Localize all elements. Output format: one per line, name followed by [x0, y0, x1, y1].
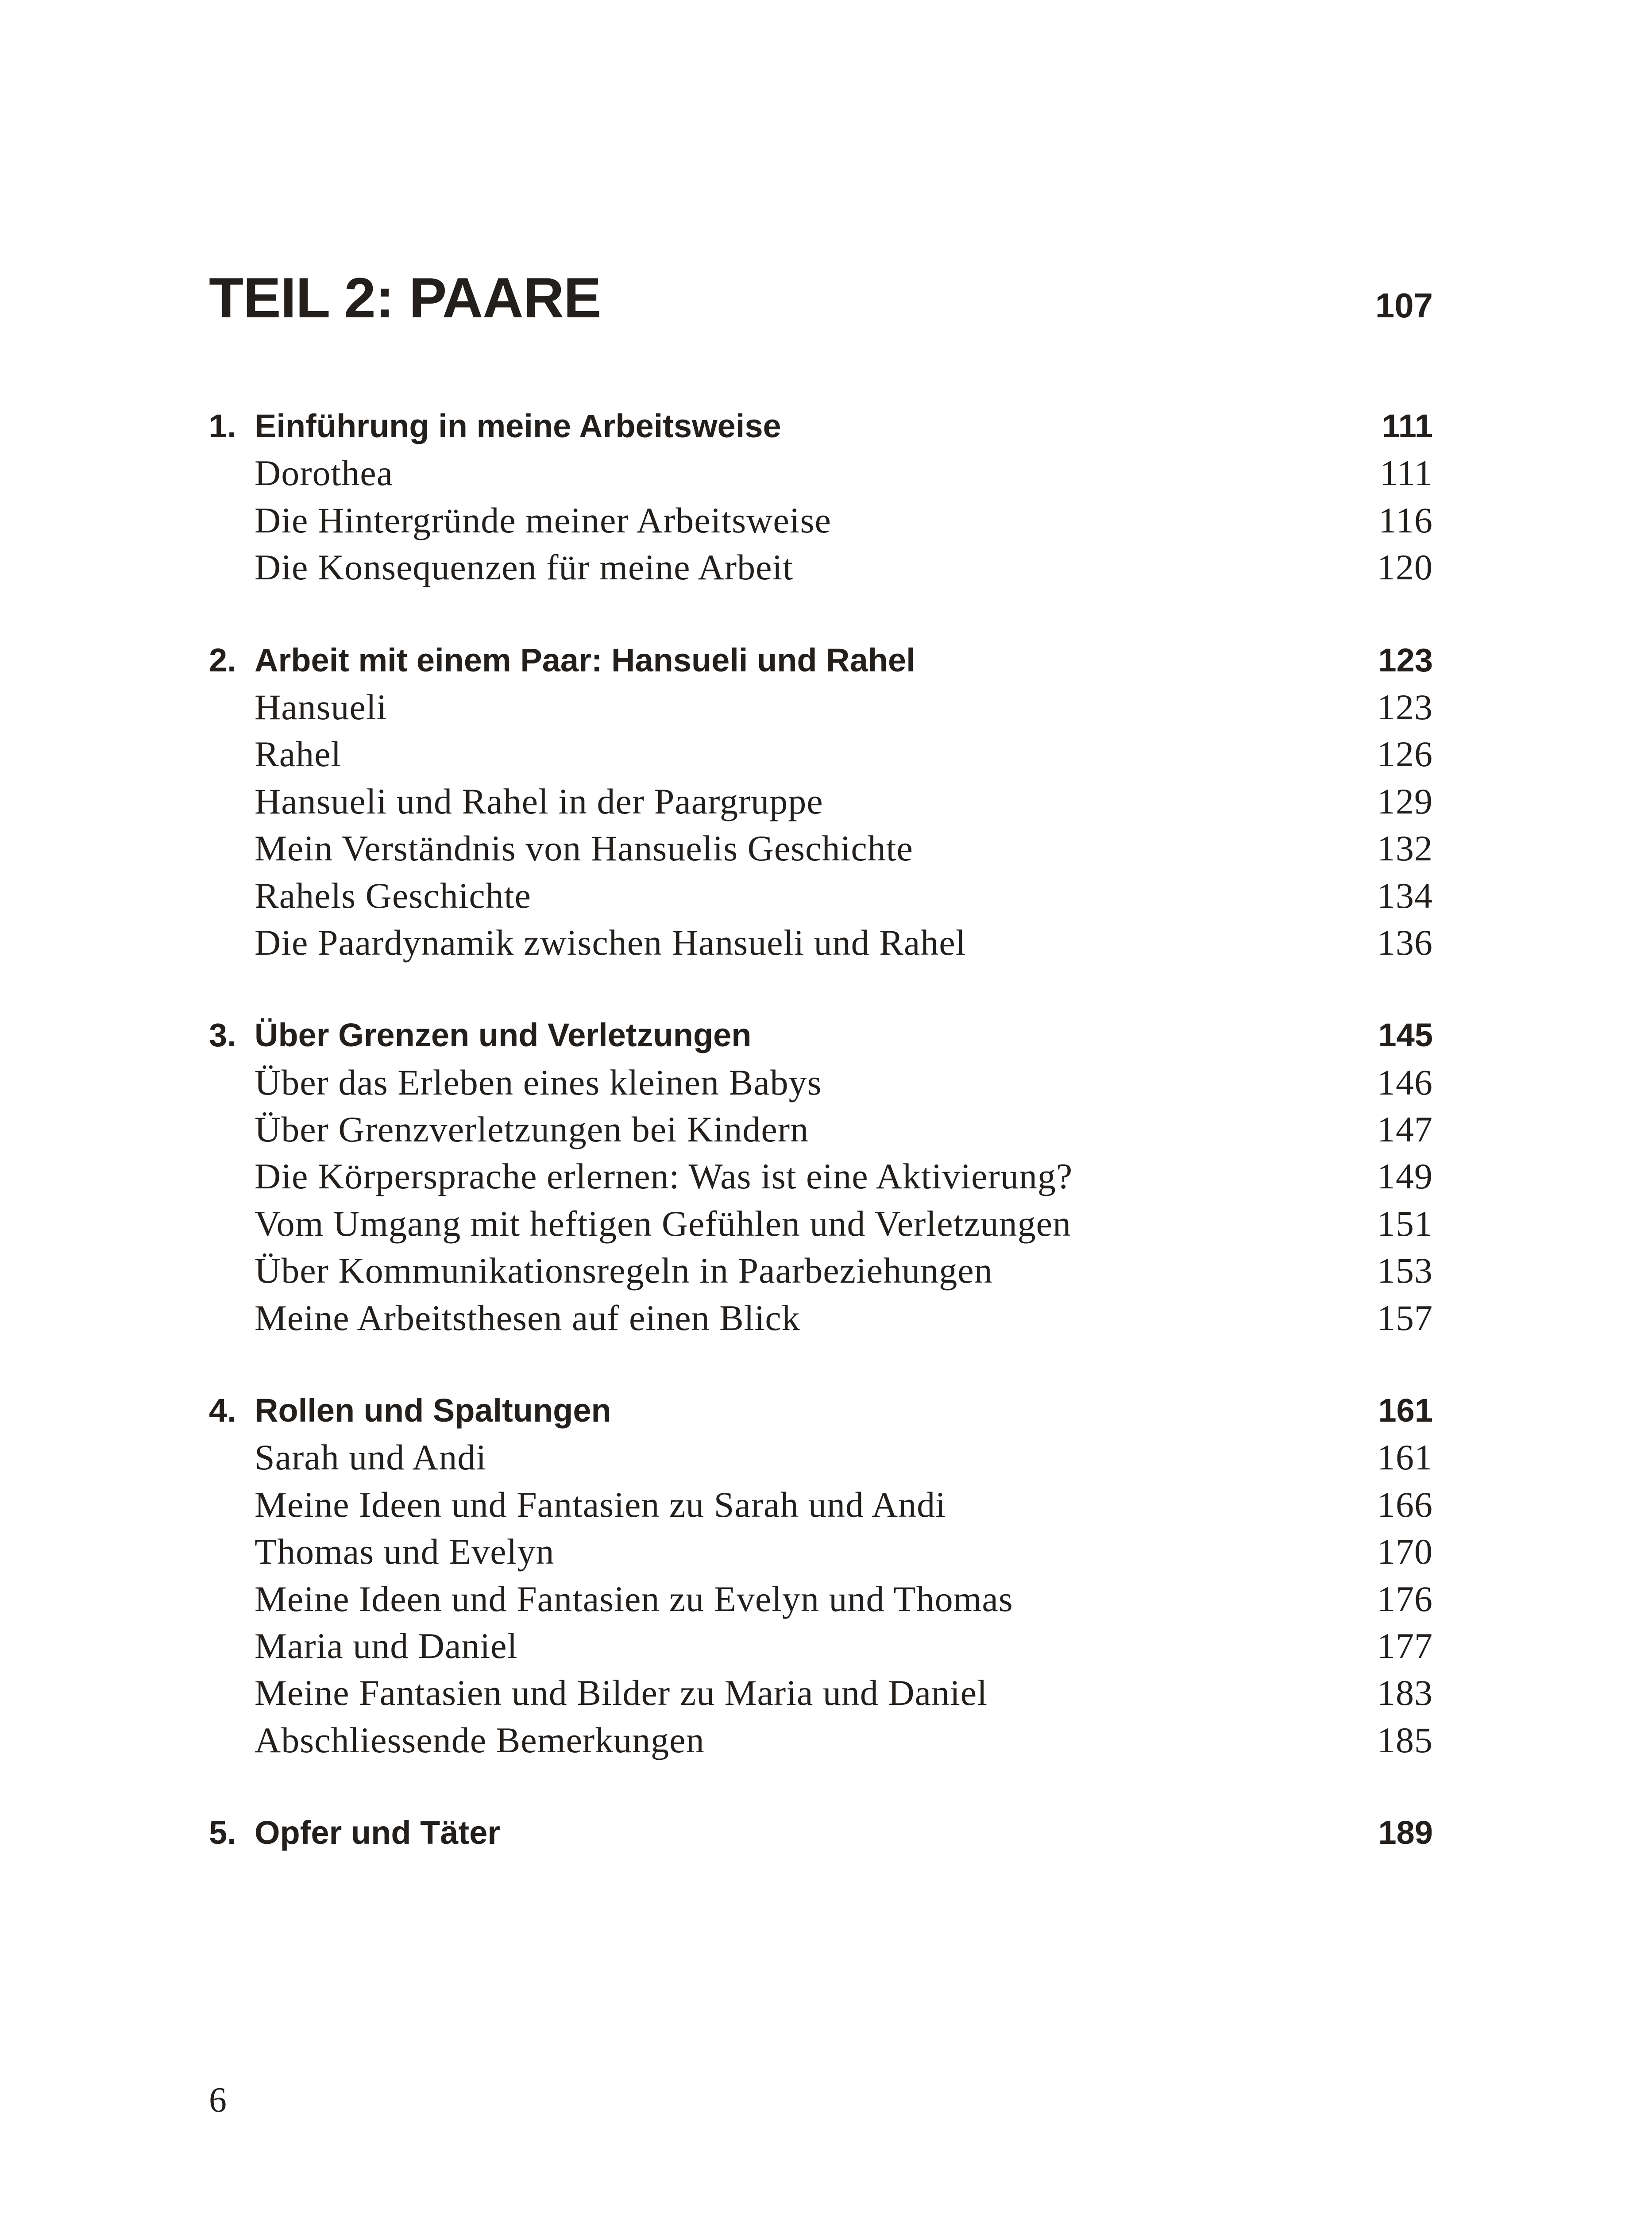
section-page-number: 149	[1377, 1156, 1433, 1197]
chapter-block	[209, 637, 1433, 967]
section-title: Meine Ideen und Fantasien zu Evelyn und Thomas	[255, 1578, 1013, 1619]
part-heading	[209, 266, 1433, 345]
section-title: Maria und Daniel	[255, 1625, 518, 1666]
part-title: TEIL 2: PAARE	[209, 266, 601, 330]
section-entry[interactable]	[209, 1528, 1433, 1575]
chapter-label	[209, 403, 781, 450]
chapter-page-number: 145	[1378, 1017, 1433, 1054]
chapter-block	[209, 1387, 1433, 1764]
section-title: Vom Umgang mit heftigen Gefühlen und Verletzungen	[255, 1203, 1072, 1244]
section-entry[interactable]	[209, 1200, 1433, 1247]
section-entry[interactable]	[209, 1623, 1433, 1669]
chapter-label	[209, 1387, 611, 1434]
section-page-number: 170	[1377, 1531, 1433, 1572]
section-entry[interactable]	[209, 450, 1433, 497]
section-page-number: 136	[1377, 922, 1433, 963]
section-entry[interactable]	[209, 872, 1433, 919]
chapter-number: 2.	[209, 641, 236, 679]
section-entry[interactable]	[209, 497, 1433, 544]
chapter-heading[interactable]	[209, 1012, 1433, 1059]
chapter-label	[209, 637, 915, 684]
section-title: Abschliessende Bemerkungen	[255, 1720, 705, 1760]
chapter-page-number: 161	[1378, 1392, 1433, 1429]
section-entry[interactable]	[209, 778, 1433, 825]
chapter-title: Arbeit mit einem Paar: Hansueli und Rahel	[255, 641, 915, 679]
section-entry[interactable]	[209, 544, 1433, 591]
section-entry[interactable]	[209, 1106, 1433, 1153]
section-title: Die Paardynamik zwischen Hansueli und Rahel	[255, 922, 966, 963]
chapter-heading[interactable]	[209, 1387, 1433, 1434]
section-page-number: 177	[1377, 1625, 1433, 1666]
chapter-title: Rollen und Spaltungen	[255, 1392, 611, 1429]
section-title: Mein Verständnis von Hansuelis Geschichte	[255, 828, 913, 869]
section-title: Dorothea	[255, 453, 394, 493]
section-entry[interactable]	[209, 731, 1433, 778]
chapter-label	[209, 1012, 752, 1059]
section-entry[interactable]	[209, 1669, 1433, 1716]
section-entry[interactable]	[209, 1059, 1433, 1106]
chapter-title: Über Grenzen und Verletzungen	[255, 1017, 752, 1054]
section-title: Die Körpersprache erlernen: Was ist eine Aktivierung?	[255, 1156, 1073, 1197]
section-title: Hansueli	[255, 686, 387, 727]
section-title: Sarah und Andi	[255, 1437, 487, 1478]
chapter-heading[interactable]	[209, 403, 1433, 450]
section-page-number: 116	[1378, 500, 1433, 540]
section-entry[interactable]	[209, 1717, 1433, 1764]
section-title: Über Kommunikationsregeln in Paarbeziehungen	[255, 1250, 993, 1291]
section-title: Hansueli und Rahel in der Paargruppe	[255, 781, 823, 821]
section-title: Meine Fantasien und Bilder zu Maria und Daniel	[255, 1673, 988, 1713]
chapter-page-number: 123	[1378, 641, 1433, 679]
chapter-heading[interactable]	[209, 637, 1433, 684]
section-page-number: 126	[1377, 734, 1433, 775]
section-page-number: 120	[1377, 547, 1433, 588]
chapter-number: 3.	[209, 1017, 236, 1054]
chapter-label	[209, 1809, 500, 1856]
section-title: Meine Ideen und Fantasien zu Sarah und Andi	[255, 1484, 946, 1525]
section-page-number: 111	[1380, 453, 1433, 493]
section-page-number: 146	[1377, 1062, 1433, 1103]
section-entry[interactable]	[209, 684, 1433, 731]
section-entry[interactable]	[209, 1247, 1433, 1294]
chapter-block	[209, 403, 1433, 591]
page-number: 6	[209, 2081, 227, 2120]
table-of-contents	[209, 403, 1433, 1902]
section-entry[interactable]	[209, 1576, 1433, 1623]
chapter-block	[209, 1809, 1433, 1856]
chapter-block	[209, 1012, 1433, 1342]
section-title: Rahels Geschichte	[255, 875, 531, 916]
section-title: Über das Erleben eines kleinen Babys	[255, 1062, 822, 1103]
section-page-number: 123	[1377, 686, 1433, 727]
section-page-number: 183	[1377, 1673, 1433, 1713]
section-entry[interactable]	[209, 825, 1433, 872]
section-page-number: 176	[1377, 1578, 1433, 1619]
chapter-title: Opfer und Täter	[255, 1814, 501, 1851]
section-entry[interactable]	[209, 1153, 1433, 1200]
section-entry[interactable]	[209, 919, 1433, 966]
section-title: Die Hintergründe meiner Arbeitsweise	[255, 500, 831, 540]
section-page-number: 153	[1377, 1250, 1433, 1291]
section-title: Über Grenzverletzungen bei Kindern	[255, 1109, 809, 1150]
section-entry[interactable]	[209, 1481, 1433, 1528]
section-page-number: 157	[1377, 1297, 1433, 1338]
chapter-heading[interactable]	[209, 1809, 1433, 1856]
section-page-number: 134	[1377, 875, 1433, 916]
section-title: Rahel	[255, 734, 342, 775]
section-page-number: 129	[1377, 781, 1433, 821]
section-page-number: 132	[1377, 828, 1433, 869]
chapter-number: 5.	[209, 1814, 236, 1851]
chapter-number: 4.	[209, 1392, 236, 1429]
chapter-page-number: 111	[1382, 408, 1433, 444]
section-page-number: 185	[1377, 1720, 1433, 1760]
section-title: Thomas und Evelyn	[255, 1531, 555, 1572]
section-page-number: 166	[1377, 1484, 1433, 1525]
chapter-title: Einführung in meine Arbeitsweise	[255, 408, 781, 444]
chapter-number: 1.	[209, 408, 236, 444]
section-entry[interactable]	[209, 1434, 1433, 1481]
section-page-number: 151	[1377, 1203, 1433, 1244]
section-page-number: 147	[1377, 1109, 1433, 1150]
section-title: Die Konsequenzen für meine Arbeit	[255, 547, 794, 588]
section-page-number: 161	[1377, 1437, 1433, 1478]
section-entry[interactable]	[209, 1295, 1433, 1342]
part-page-number: 107	[1375, 286, 1433, 325]
chapter-page-number: 189	[1378, 1814, 1433, 1851]
section-title: Meine Arbeitsthesen auf einen Blick	[255, 1297, 800, 1338]
